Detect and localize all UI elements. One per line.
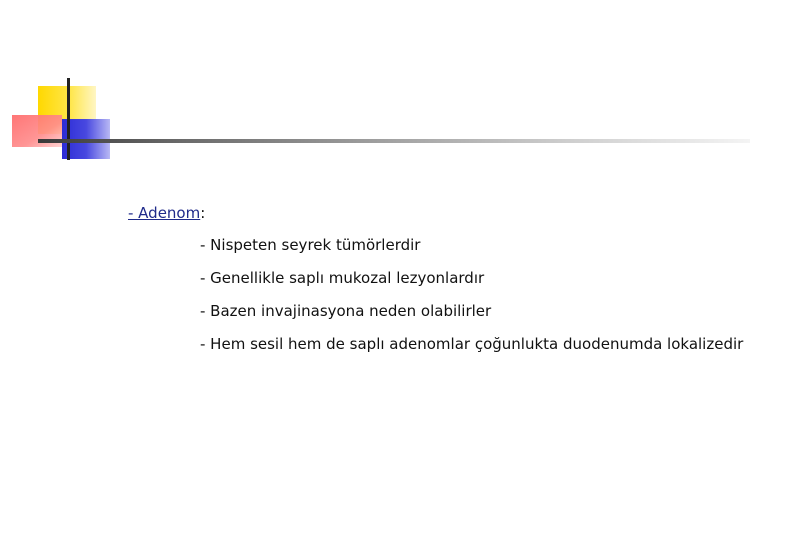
- slide-content: [128, 203, 798, 367]
- title-divider-rule: [38, 139, 750, 143]
- bullet-item: - Genellikle saplı mukozal lezyonlardır: [200, 269, 485, 287]
- bullet-item: - Bazen invajinasyona neden olabilirler: [200, 302, 492, 320]
- bullet-item: - Hem sesil hem de saplı adenomlar çoğunlukta duodenumda lokalizedir: [200, 335, 744, 353]
- bullet-list: [128, 235, 798, 354]
- vertical-line: [67, 78, 70, 160]
- bullet-item: - Nispeten seyrek tümörlerdir: [200, 236, 421, 254]
- adenom-link[interactable]: - Adenom: [128, 204, 201, 222]
- heading-colon: :: [200, 204, 206, 222]
- slide-heading: [128, 203, 798, 223]
